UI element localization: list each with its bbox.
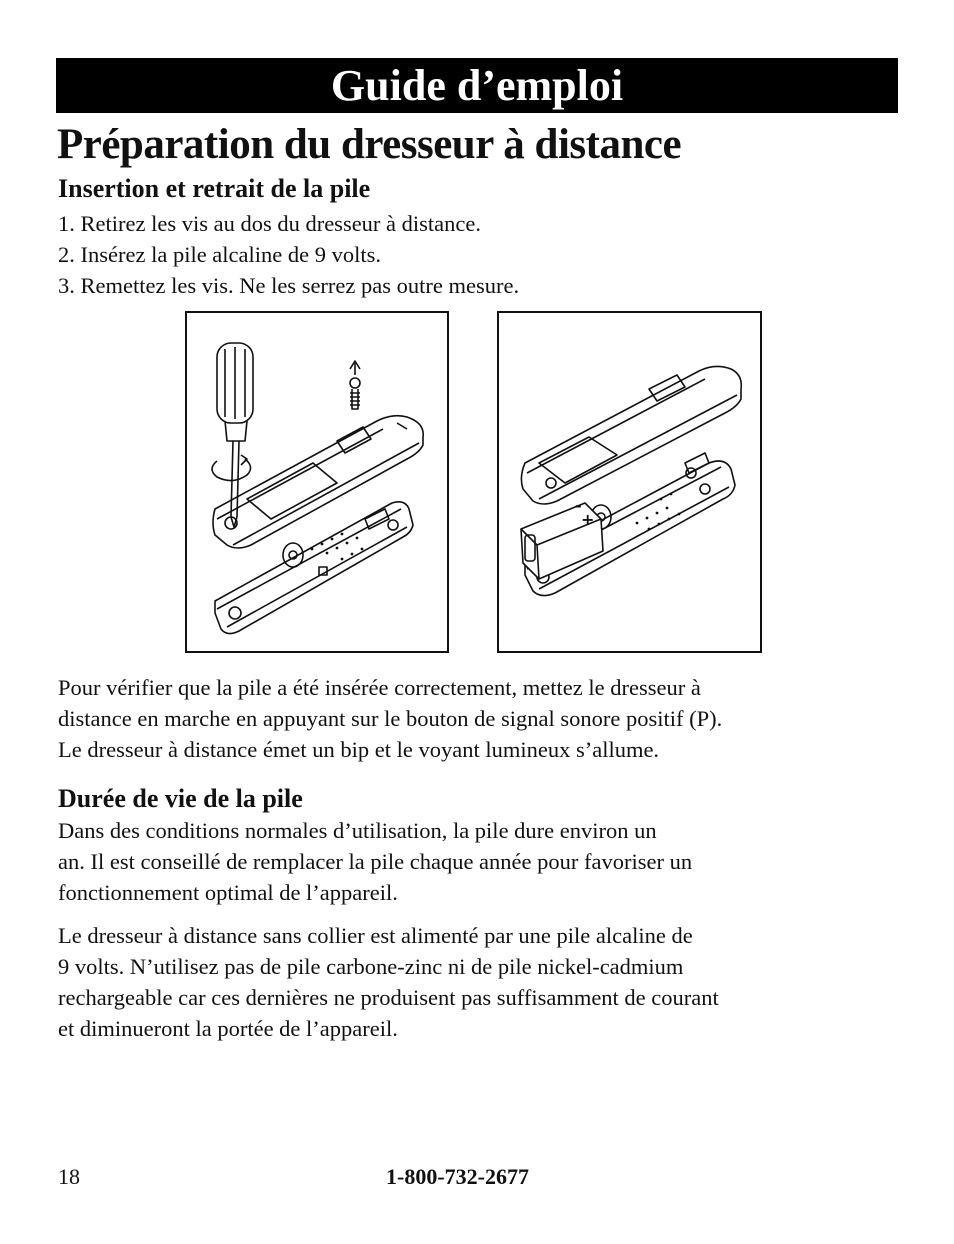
battery-life-paragraph-1 <box>58 815 692 908</box>
section-heading-battery-life: Durée de vie de la pile <box>58 784 303 813</box>
life-p2-line-3: rechargeable car ces dernières ne produisent pas suffisamment de courant <box>58 985 719 1010</box>
step-3: 3. Remettez les vis. Ne les serrez pas outre mesure. <box>58 273 520 298</box>
page-title: Préparation du dresseur à distance <box>57 121 682 168</box>
section-heading-insert: Insertion et retrait de la pile <box>58 174 371 203</box>
life-p2-line-2: 9 volts. N’utilisez pas de pile carbone-zinc ni de pile nickel-cadmium <box>58 954 684 979</box>
banner-title: Guide d’emploi <box>330 61 624 110</box>
battery-plus-label: + <box>581 510 595 529</box>
life-p2-line-1: Le dresseur à distance sans collier est alimenté par une pile alcaline de <box>58 923 693 948</box>
life-p1-line-3: fonctionnement optimal de l’appareil. <box>58 880 398 905</box>
figure-insert-battery <box>497 311 762 653</box>
verify-line-3: Le dresseur à distance émet un bip et le voyant lumineux s’allume. <box>58 737 660 762</box>
guide-banner <box>56 58 898 113</box>
figure-remove-screws <box>185 311 449 653</box>
verify-line-1: Pour vérifier que la pile a été insérée correctement, mettez le dresseur à <box>58 675 701 700</box>
battery-life-paragraph-2 <box>58 920 719 1044</box>
life-p2-line-4: et diminueront la portée de l’appareil. <box>58 1016 398 1041</box>
battery-minus-label: - <box>575 496 582 515</box>
verify-paragraph <box>58 672 722 765</box>
instruction-steps <box>58 208 519 301</box>
verify-line-2: distance en marche en appuyant sur le bouton de signal sonore positif (P). <box>58 706 723 731</box>
step-1: 1. Retirez les vis au dos du dresseur à distance. <box>58 211 482 236</box>
remove-screws-illustration <box>187 313 447 651</box>
insert-battery-illustration <box>499 313 760 651</box>
life-p1-line-1: Dans des conditions normales d’utilisation, la pile dure environ un <box>58 818 657 843</box>
life-p1-line-2: an. Il est conseillé de remplacer la pile chaque année pour favoriser un <box>58 849 693 874</box>
page-number: 18 <box>58 1164 80 1189</box>
step-2: 2. Insérez la pile alcaline de 9 volts. <box>58 242 381 267</box>
support-phone: 1-800-732-2677 <box>386 1164 529 1189</box>
